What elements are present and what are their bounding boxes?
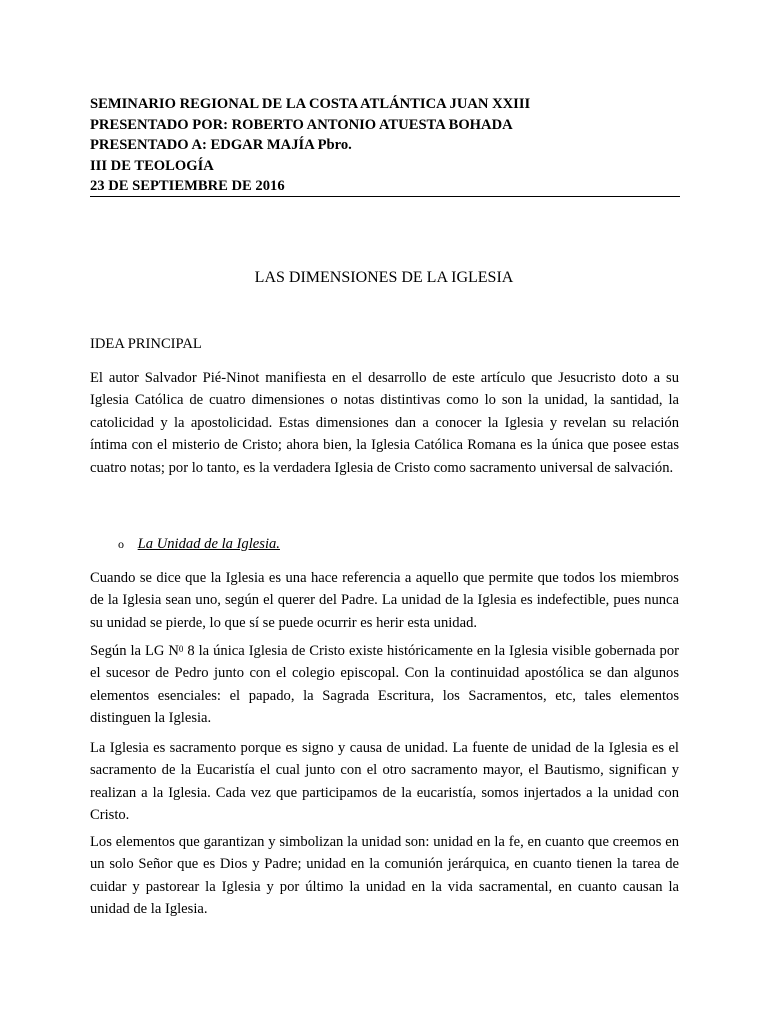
header-course: III DE TEOLOGÍA [90,157,214,174]
idea-paragraph: El autor Salvador Pié-Ninot manifiesta en el desarrollo de este artículo que Jesucristo doto a su Iglesia Católica de cuatro dimensiones o notas distintivas como lo son la unidad, la santidad, la catolicidad y la apostolicidad. Estas dimensiones dan a conocer la Iglesia y revelan su relación íntima con el misterio de Cristo; ahora bien, la Iglesia Católica Romana es la única que posee estas cuatro notas; por lo tanto, es la verdadera Iglesia de Cristo como sacramento universal de salvación. [90,370,679,476]
section-heading: La Unidad de la Iglesia. [137,536,280,552]
paragraph-2-start: Según la LG N [90,643,179,659]
section-heading-row [118,536,280,553]
header-date: 23 DE SEPTIEMBRE DE 2016 [90,178,285,194]
document-title: LAS DIMENSIONES DE LA IGLESIA [254,269,514,286]
paragraph-1: Cuando se dice que la Iglesia es una hace referencia a aquello que permite que todos los miembros de la Iglesia sean uno, según el querer del Padre. La unidad de la Iglesia es indefectible, pues nunca su unidad se pierde, lo que sí se puede ocurrir es herir esta unidad. [90,570,679,631]
paragraph-2-superscript: 0 [178,644,184,654]
paragraph-4: Los elementos que garantizan y simbolizan la unidad son: unidad en la fe, en cuanto que creemos en un solo Señor que es Dios y Padre; unidad en la comunión jerárquica, en cuanto tienen la tarea de cuidar y pastorear la Iglesia y por último la unidad en la vida sacramental, en cuanto causan la unidad de la Iglesia. [90,834,679,918]
header-divider [90,196,680,197]
paragraph-2 [90,640,679,730]
bullet-circle-icon: o [118,537,124,551]
idea-principal-label: IDEA PRINCIPAL [90,336,202,352]
header-presented-by: PRESENTADO POR: ROBERTO ANTONIO ATUESTA BOHADA [90,116,513,133]
paragraph-3: La Iglesia es sacramento porque es signo y causa de unidad. La fuente de unidad de la Iglesia es el sacramento de la Eucaristía el cual junto con el otro sacramento mayor, el Bautismo, significan y realizan a la Iglesia. Cada vez que participamos de la eucaristía, somos injertados a la unidad con Cristo. [90,740,679,824]
header-institution: SEMINARIO REGIONAL DE LA COSTA ATLÁNTICA JUAN XXIII [90,96,531,112]
header-presented-to: PRESENTADO A: EDGAR MAJÍA Pbro. [90,137,352,153]
paragraph-2-rest: 8 la única Iglesia de Cristo existe históricamente en la Iglesia visible gobernada por el sucesor de Pedro junto con el colegio episcopal. Con la continuidad apostólica se dan algunos elementos esenciales: el papado, la Sagrada Escritura, los Sacramentos, etc, tales elementos distinguen la Iglesia. [90,643,679,727]
document-header [90,94,680,197]
